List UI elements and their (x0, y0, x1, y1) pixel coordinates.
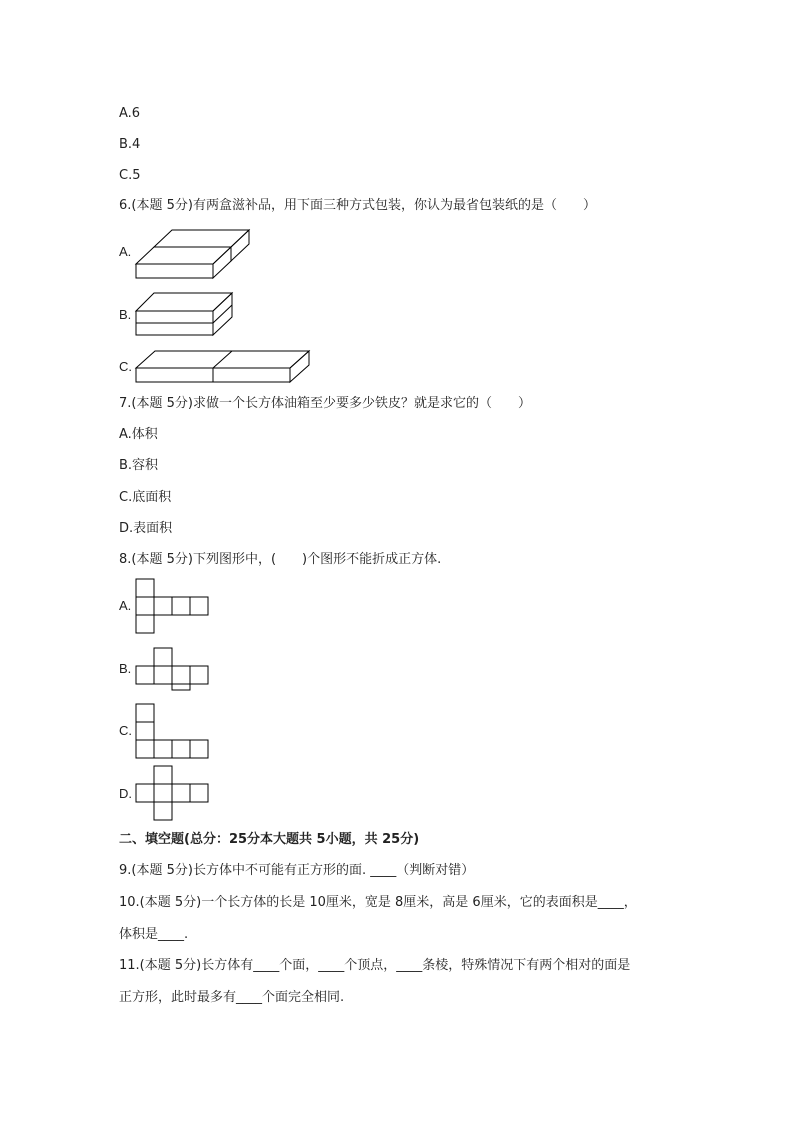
q8-net-d (130, 762, 215, 824)
q6-figure-b (130, 290, 240, 340)
q8-label-c: C. (119, 723, 132, 738)
q6-figure-a (130, 224, 260, 284)
q8-label-d: D. (119, 786, 132, 801)
q7-option-d: D.表面积 (119, 521, 173, 536)
question-6-stem: 6.(本题 5分)有两盒滋补品，用下面三种方式包装，你认为最省包装纸的是（ ） (119, 198, 596, 213)
q7-option-c: C.底面积 (119, 490, 172, 505)
question-7-stem: 7.(本题 5分)求做一个长方体油箱至少要多少铁皮？就是求它的（ ） (119, 396, 531, 411)
q8-net-b (130, 643, 215, 693)
option-c: C.5 (119, 168, 141, 183)
question-11-line-1: 11.(本题 5分)长方体有____个面，____个顶点，____条棱，特殊情况下有两个相对的面是 (119, 958, 631, 973)
option-b: B.4 (119, 137, 141, 152)
question-10-line-2: 体积是____. (119, 927, 189, 942)
q6-label-a: A. (119, 244, 132, 259)
q7-option-b: B.容积 (119, 458, 159, 473)
question-8-stem: 8.(本题 5分)下列图形中，( )个图形不能折成正方体. (119, 552, 442, 567)
section-2-title: 二、填空题(总分：25分本大题共 5小题，共 25分) (119, 832, 420, 847)
q7-option-a: A.体积 (119, 427, 158, 442)
q8-label-b: B. (119, 661, 132, 676)
q8-label-a: A. (119, 598, 132, 613)
question-10-line-1: 10.(本题 5分)一个长方体的长是 10厘米，宽是 8厘米，高是 6厘米，它的表面积是____， (119, 895, 637, 910)
q6-figure-c (130, 345, 315, 385)
q8-net-c (130, 700, 215, 762)
q6-label-b: B. (119, 307, 132, 322)
question-9: 9.(本题 5分)长方体中不可能有正方形的面. ____（判断对错） (119, 863, 475, 878)
question-11-line-2: 正方形，此时最多有____个面完全相同. (119, 990, 345, 1005)
option-a: A.6 (119, 106, 141, 121)
q8-net-a (130, 575, 215, 635)
q6-label-c: C. (119, 359, 132, 374)
